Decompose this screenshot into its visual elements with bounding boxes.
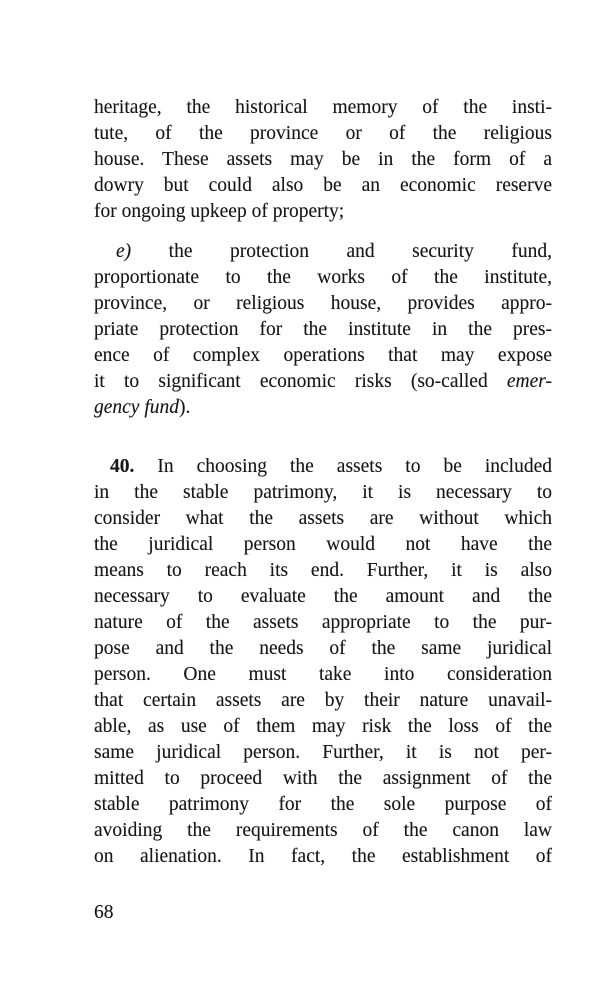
text-line: means to reach its end. Further, it is also — [94, 560, 552, 581]
text-line — [94, 369, 552, 395]
text-line — [94, 395, 552, 421]
text-line: nature of the assets appropriate to the pur- — [94, 612, 552, 633]
text-line: the juridical person would not have the — [94, 534, 552, 555]
text-line: able, as use of them may risk the loss of the — [94, 716, 552, 737]
text-line: dowry but could also be an economic reserve — [94, 175, 552, 196]
text-line: for ongoing upkeep of property; — [94, 201, 345, 222]
text-run: it to significant economic risks (so-called — [94, 371, 507, 392]
text-block — [94, 95, 552, 870]
text-line: stable patrimony for the sole purpose of — [94, 794, 552, 815]
emphasis-run: emer- — [506, 371, 552, 392]
text-line: same juridical person. Further, it is not per- — [94, 742, 552, 763]
text-run: the protection and security fund, — [131, 241, 552, 262]
text-line: in the stable patrimony, it is necessary to — [94, 482, 552, 503]
text-line: proportionate to the works of the institute, — [94, 267, 552, 288]
text-line: avoiding the requirements of the canon law — [94, 820, 552, 841]
text-line: mitted to proceed with the assignment of the — [94, 768, 552, 789]
text-line: consider what the assets are without which — [94, 508, 552, 529]
paragraph-item-e — [94, 239, 552, 421]
item-marker-e: e) — [116, 241, 132, 262]
text-line — [94, 239, 552, 265]
text-line: on alienation. In fact, the establishment of — [94, 846, 552, 867]
text-line: person. One must take into consideration — [94, 664, 552, 685]
text-line: necessary to evaluate the amount and the — [94, 586, 552, 607]
text-line: that certain assets are by their nature unavail- — [94, 690, 552, 711]
paragraph-continuation — [94, 95, 552, 225]
text-line — [94, 454, 552, 480]
text-line: ence of complex operations that may expose — [94, 345, 552, 366]
text-run: ). — [179, 397, 191, 418]
text-line: house. These assets may be in the form of a — [94, 149, 552, 170]
text-line: priate protection for the institute in the pres- — [94, 319, 552, 340]
emphasis-run: gency fund — [94, 397, 180, 418]
text-run: In choosing the assets to be included — [134, 456, 552, 477]
text-line: tute, of the province or of the religious — [94, 123, 552, 144]
text-line: province, or religious house, provides appro- — [94, 293, 552, 314]
page-number: 68 — [94, 902, 114, 923]
paragraph-number: 40. — [110, 456, 135, 477]
text-line: pose and the needs of the same juridical — [94, 638, 552, 659]
paragraph-40 — [94, 454, 552, 870]
text-line: heritage, the historical memory of the insti- — [94, 97, 552, 118]
